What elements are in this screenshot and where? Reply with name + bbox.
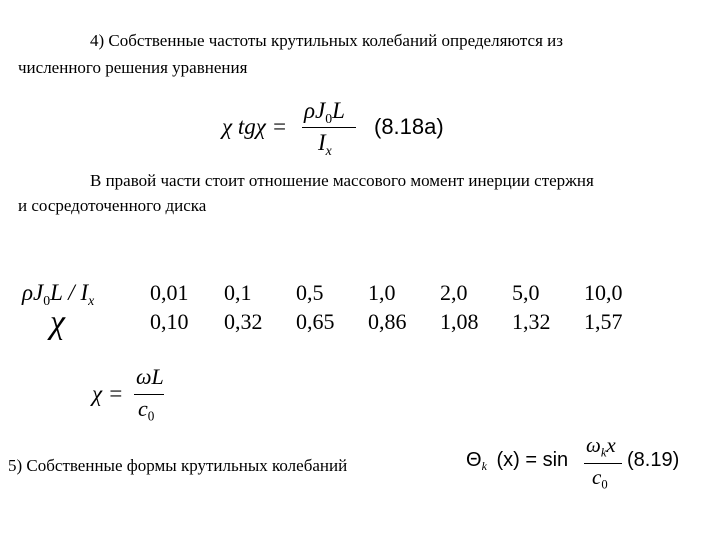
equation-lhs: χ tgχ =: [222, 114, 288, 139]
rho-symbol: ρ: [304, 98, 316, 123]
equation-8-19-numerator: $\omega_kx$: [586, 433, 616, 460]
table-cell: 5,0: [512, 280, 540, 305]
table-cell: 0,65: [296, 309, 335, 334]
table-cell: 0,1: [224, 280, 252, 305]
equation-8-19-denominator: $c_0$: [592, 465, 608, 492]
disk-inertia-subscript: x: [325, 142, 332, 158]
paragraph-1-line-1: 4) Собственные частоты крутильных колебаний определяются из: [90, 31, 563, 50]
table-row2-label: χ: [50, 304, 65, 341]
paragraph-3: 5) Собственные формы крутильных колебаний: [8, 456, 348, 475]
disk-inertia-symbol: I: [318, 130, 326, 155]
length-symbol: L: [332, 98, 345, 123]
table-cell: 0,01: [150, 280, 189, 305]
fraction-bar: [134, 394, 164, 395]
table-cell: 1,0: [368, 280, 396, 305]
equation-chi-lhs: χ =: [92, 381, 124, 406]
paragraph-2-line-1: В правой части стоит отношение массового момент инерции стержня: [90, 171, 594, 190]
table-cell: 0,5: [296, 280, 324, 305]
table-cell: 10,0: [584, 280, 623, 305]
inertia-symbol: J: [315, 98, 326, 123]
paragraph-1-line-2: численного решения уравнения: [18, 58, 248, 77]
equation-number: (8.18a): [374, 114, 444, 139]
table-cell: 1,08: [440, 309, 479, 334]
table-cell: 1,32: [512, 309, 551, 334]
equation-denominator: [318, 130, 332, 159]
table-cell: 2,0: [440, 280, 468, 305]
equation-chi-denominator: $c_0$: [138, 396, 155, 424]
table-row1-label: $\rho J_0L / I_x$: [22, 280, 95, 308]
equation-number: (8.19): [627, 449, 680, 471]
equation-numerator: [304, 98, 345, 127]
table-cell: 1,57: [584, 309, 623, 334]
table-cell: 0,10: [150, 309, 189, 334]
fraction-bar: [302, 127, 356, 128]
equation-chi-numerator: ωL: [136, 364, 164, 389]
table-cell: 0,86: [368, 309, 407, 334]
fraction-bar: [584, 463, 622, 464]
inertia-subscript: 0: [325, 110, 333, 126]
table-cell: 0,32: [224, 309, 263, 334]
equation-8-19-lhs: $\Theta_k$ (x) = sin: [466, 449, 569, 474]
paragraph-2-line-2: и сосредоточенного диска: [18, 196, 207, 215]
